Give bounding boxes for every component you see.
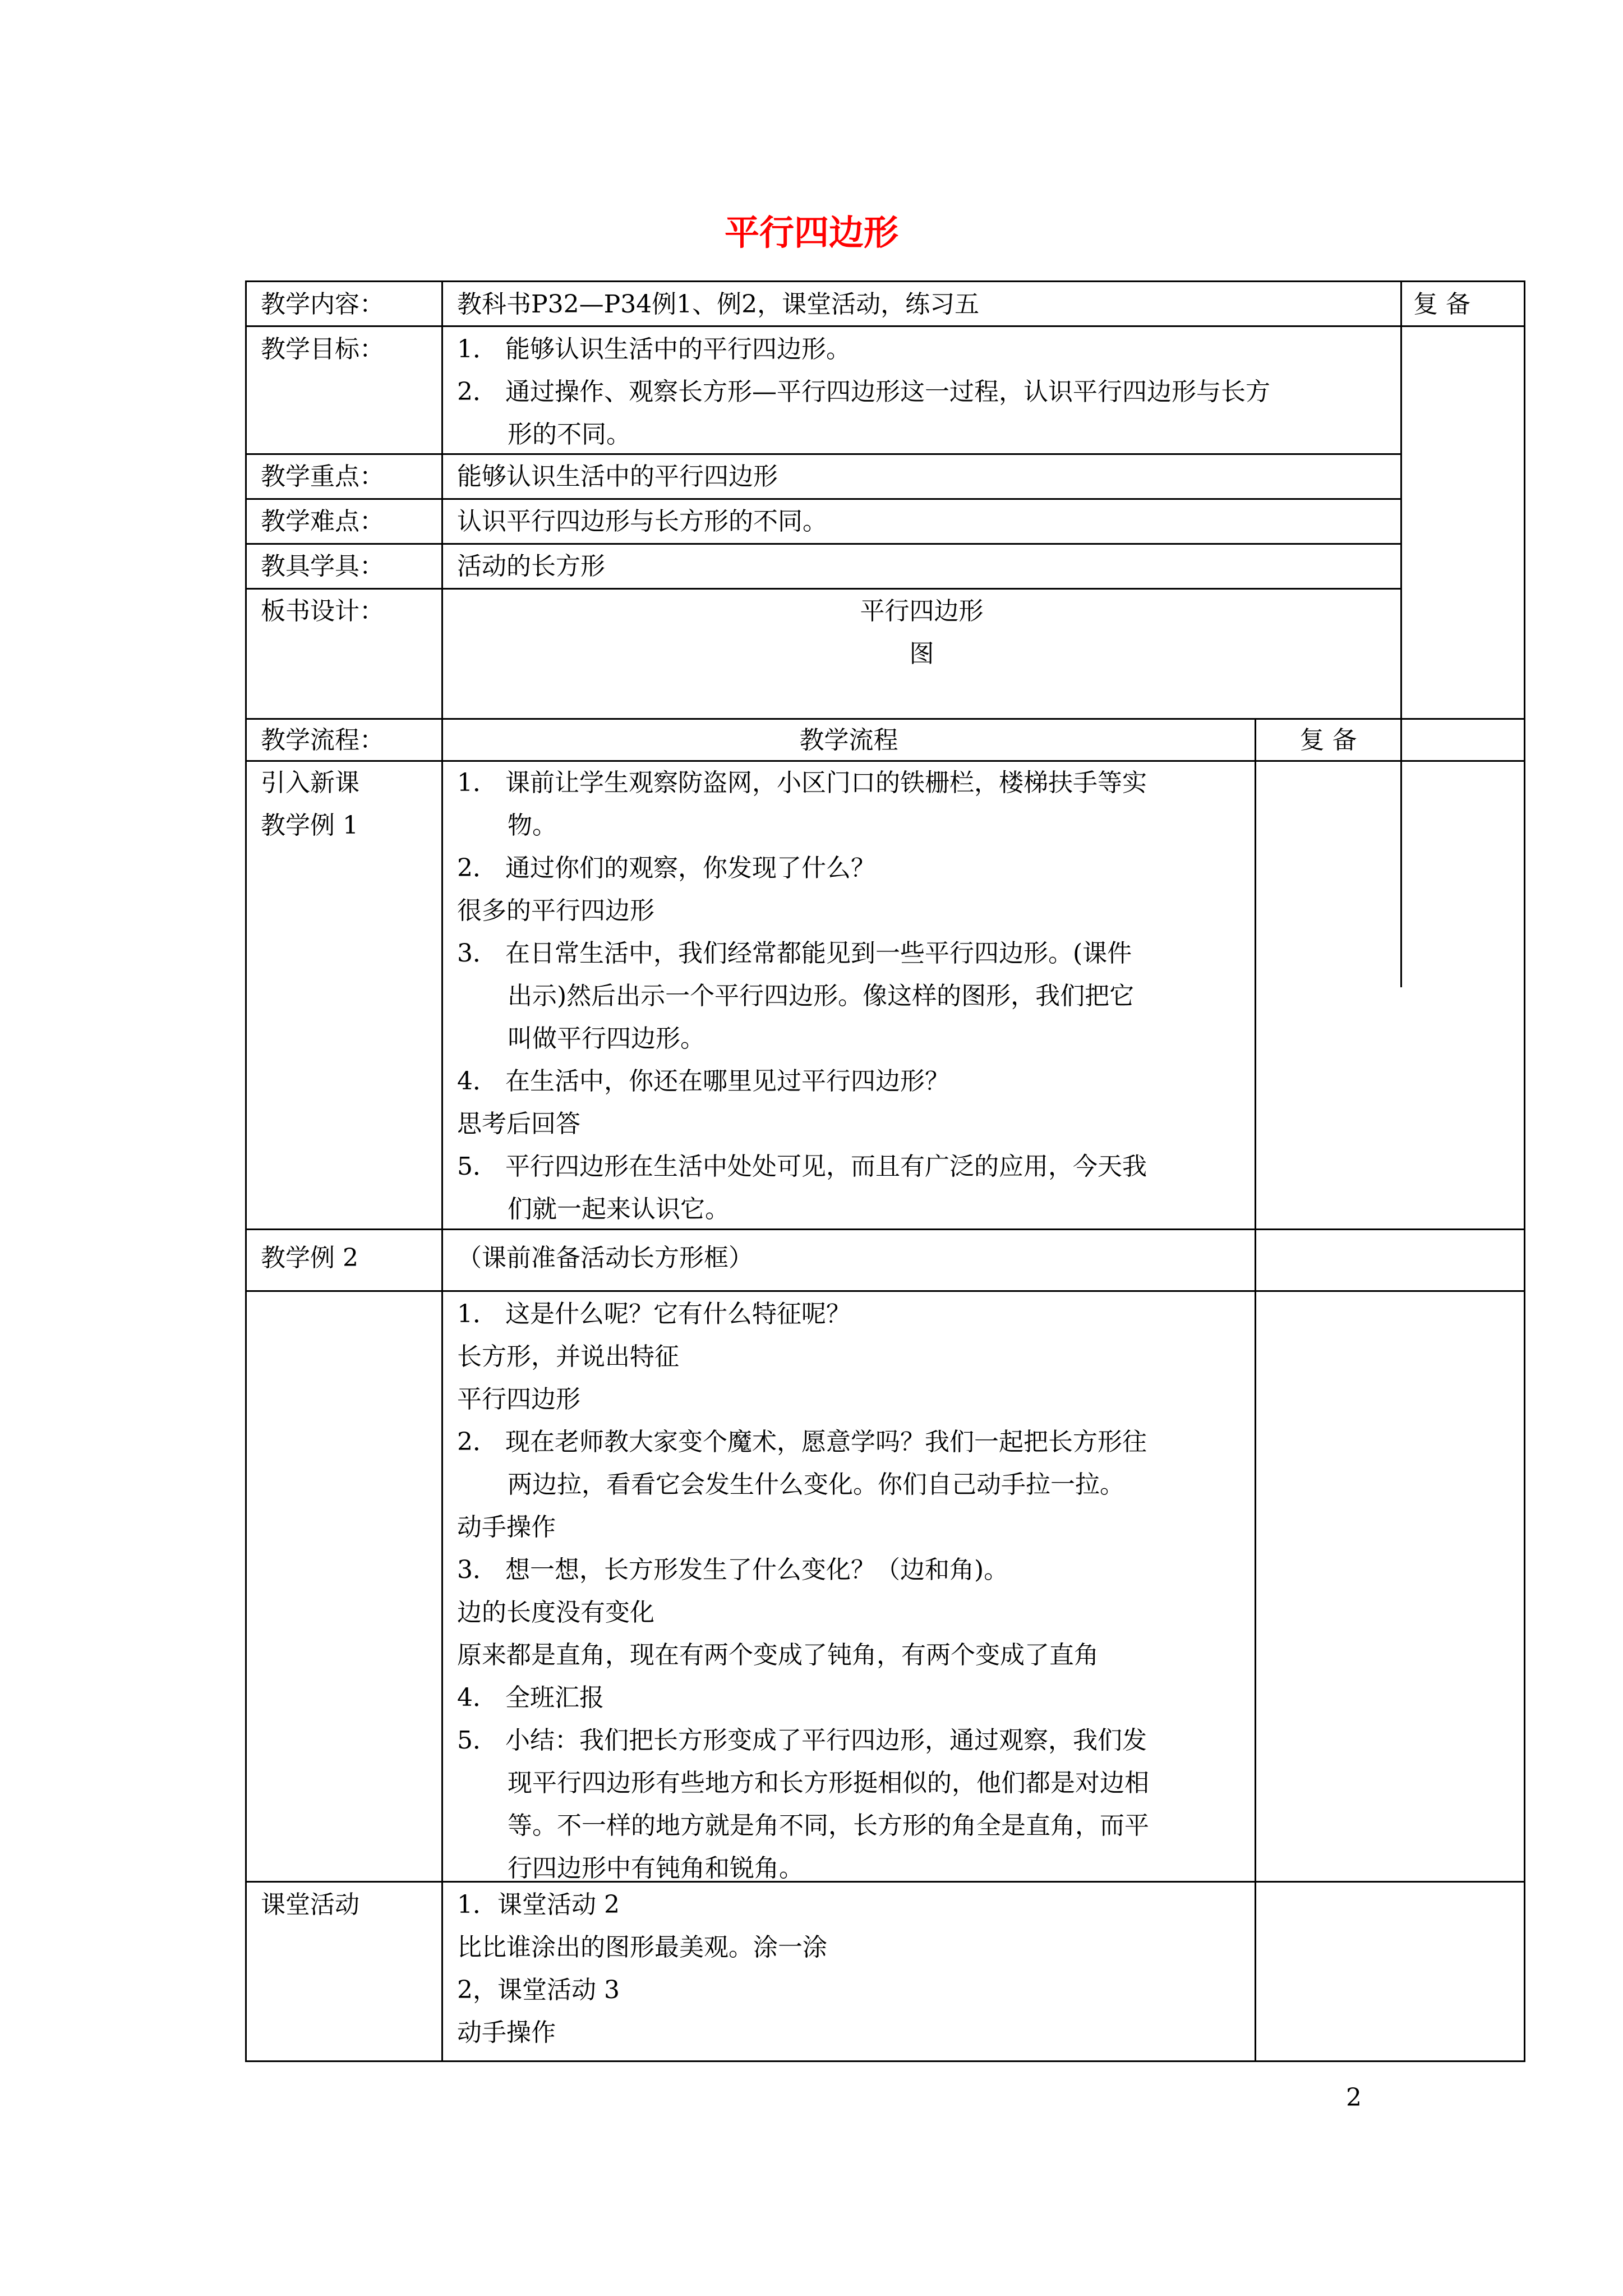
activity-line: 2，课堂活动 3	[457, 1976, 620, 2004]
intro-line: 思考后回答	[457, 1110, 580, 1138]
intro-line: 出示)然后出示一个平行四边形。像这样的图形，我们把它	[508, 982, 1135, 1010]
goals-label: 教学目标：	[261, 335, 384, 364]
example2-note: （课前准备活动长方形框）	[457, 1244, 753, 1272]
tools-label: 教具学具：	[261, 552, 384, 581]
example2-line: 3． 想一想，长方形发生了什么变化？（边和角)。	[457, 1556, 1009, 1584]
goals-item-2-cont: 形的不同。	[508, 420, 631, 449]
example2-line: 长方形，并说出特征	[457, 1342, 679, 1371]
difficulty-label: 教学难点：	[261, 507, 384, 536]
review-header: 复 备	[1413, 290, 1470, 319]
difficulty-value: 认识平行四边形与长方形的不同。	[457, 507, 827, 536]
example2-line: 5． 小结：我们把长方形变成了平行四边形，通过观察，我们发	[457, 1726, 1147, 1755]
activity-line: 动手操作	[457, 2018, 556, 2047]
example2-line: 4． 全班汇报	[457, 1683, 604, 1712]
activity-label: 课堂活动	[261, 1890, 359, 1919]
intro-line: 4． 在生活中，你还在哪里见过平行四边形？	[457, 1067, 949, 1096]
intro-label-2: 教学例 1	[261, 811, 358, 840]
example2-line: 动手操作	[457, 1513, 556, 1542]
tools-value: 活动的长方形	[457, 552, 605, 581]
example2-line: 现平行四边形有些地方和长方形挺相似的，他们都是对边相	[508, 1769, 1149, 1797]
example2-line: 原来都是直角，现在有两个变成了钝角，有两个变成了直角	[457, 1641, 1099, 1669]
activity-line: 比比谁涂出的图形最美观。涂一涂	[457, 1933, 827, 1962]
example2-line: 平行四边形	[457, 1385, 580, 1414]
page-number: 2	[1346, 2083, 1362, 2112]
example2-line: 行四边形中有钝角和锐角。	[508, 1854, 804, 1883]
activity-line: 1．课堂活动 2	[457, 1890, 620, 1919]
example2-line: 2． 现在老师教大家变个魔术，愿意学吗？我们一起把长方形往	[457, 1428, 1147, 1456]
goals-item-1: 1． 能够认识生活中的平行四边形。	[457, 335, 851, 364]
board-line-1: 平行四边形	[860, 597, 984, 625]
intro-label-1: 引入新课	[261, 769, 359, 797]
intro-line: 5． 平行四边形在生活中处处可见，而且有广泛的应用，今天我	[457, 1152, 1147, 1181]
intro-line: 很多的平行四边形	[457, 896, 654, 925]
content-label: 教学内容：	[261, 290, 384, 319]
board-label: 板书设计：	[261, 597, 384, 625]
page-title: 平行四边形	[724, 212, 898, 253]
flow-review-heading: 复 备	[1299, 726, 1357, 754]
board-line-2: 图	[909, 639, 934, 668]
flow-label: 教学流程：	[261, 726, 384, 754]
example2-line: 两边拉，看看它会发生什么变化。你们自己动手拉一拉。	[508, 1470, 1124, 1499]
key-point-value: 能够认识生活中的平行四边形	[457, 462, 778, 491]
example2-line: 等。不一样的地方就是角不同，长方形的角全是直角，而平	[508, 1811, 1149, 1840]
goals-item-2: 2． 通过操作、观察长方形—平行四边形这一过程，认识平行四边形与长方	[457, 378, 1270, 406]
example2-line: 边的长度没有变化	[457, 1598, 654, 1627]
content-value: 教科书P32—P34例1、例2，课堂活动，练习五	[457, 290, 980, 319]
example2-line: 1． 这是什么呢？它有什么特征呢？	[457, 1300, 851, 1328]
flow-heading: 教学流程	[799, 726, 898, 754]
intro-line: 叫做平行四边形。	[508, 1024, 705, 1053]
intro-line: 物。	[508, 811, 557, 840]
intro-line: 3． 在日常生活中，我们经常都能见到一些平行四边形。(课件	[457, 939, 1132, 968]
example2-label: 教学例 2	[261, 1244, 358, 1272]
key-point-label: 教学重点：	[261, 462, 384, 491]
intro-line: 们就一起来认识它。	[508, 1195, 730, 1223]
intro-line: 1． 课前让学生观察防盗网，小区门口的铁栅栏，楼梯扶手等实	[457, 769, 1147, 797]
intro-line: 2． 通过你们的观察，你发现了什么？	[457, 854, 875, 882]
